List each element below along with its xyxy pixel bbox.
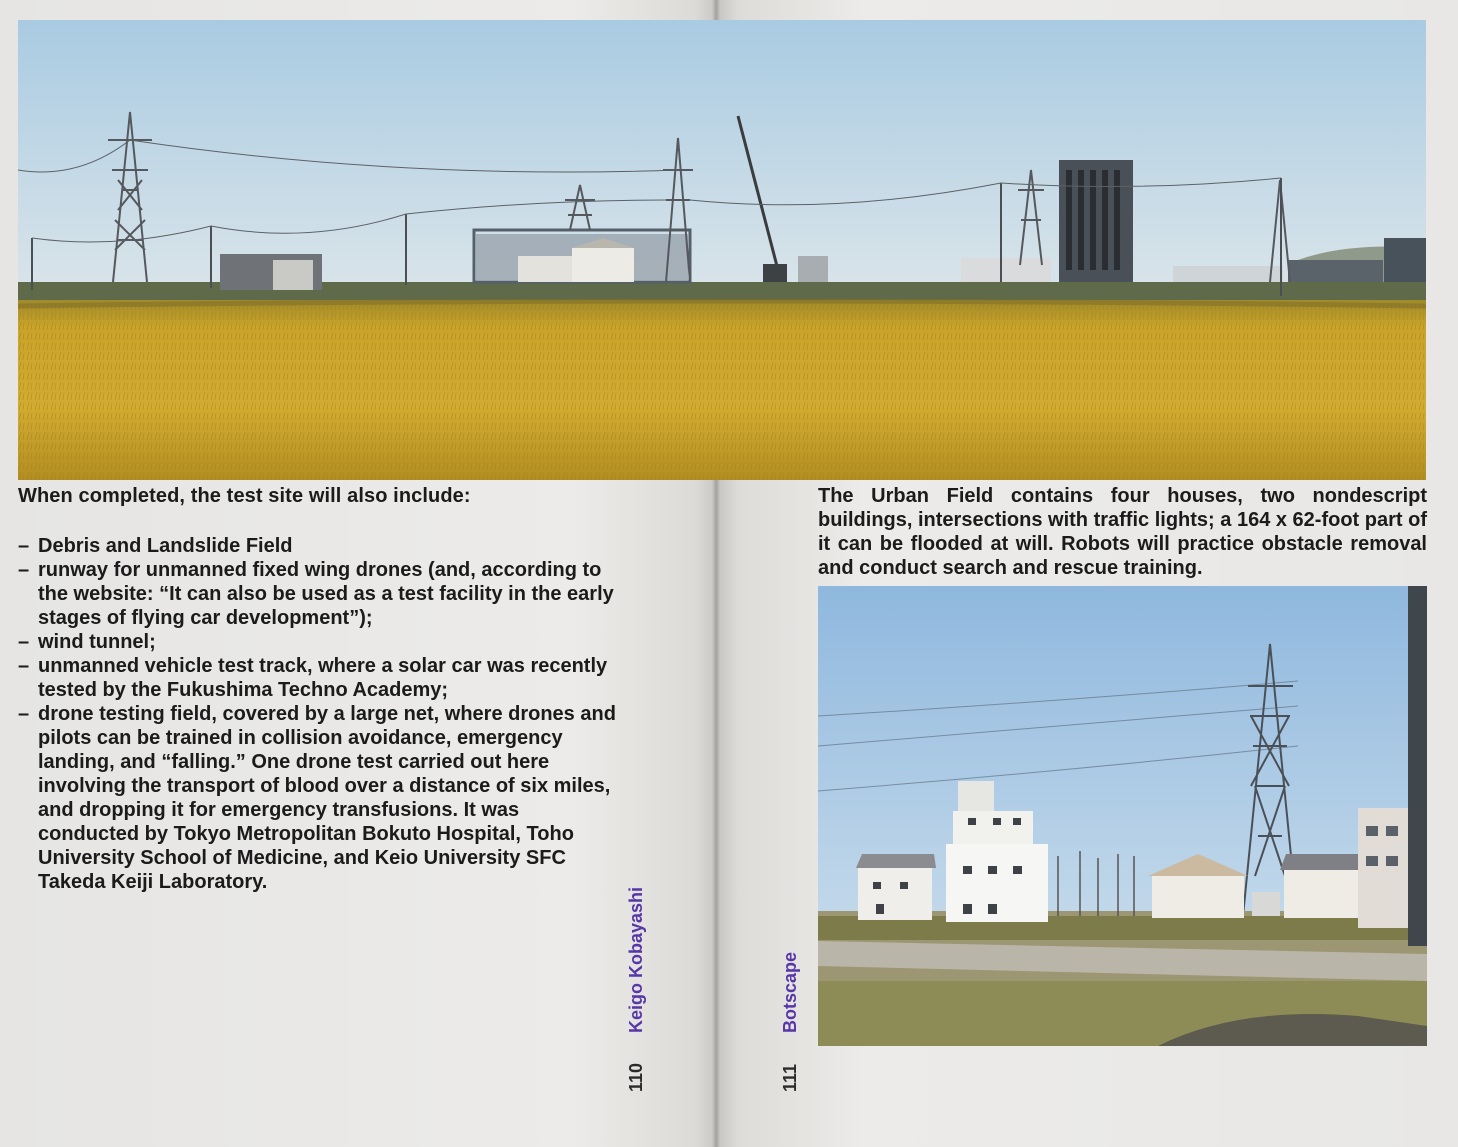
- page-number-right: 111: [780, 1063, 800, 1092]
- facility-list: [18, 534, 618, 894]
- list-item-text: Debris and Landslide Field: [38, 535, 293, 557]
- list-dash: –: [18, 703, 30, 725]
- running-head-author: Keigo Kobayashi: [626, 886, 646, 1033]
- list-item: [18, 558, 618, 630]
- list-item-text: drone testing field, covered by a large net, where drones and pilots can be trained in collision avoidance, emergency landing, and “falling.” One drone test carried out here involving the transport of blood over a distance of six miles, and dropping it for emergency transfusions. It was conducted by Tokyo Metropolitan Bokuto Hospital, Toho University School of Medicine, and Keio University SFC Takeda Keiji Laboratory.: [38, 703, 616, 893]
- intro-sentence: When completed, the test site will also include:: [18, 485, 471, 507]
- page-number-left: 110: [626, 1062, 646, 1092]
- list-item-text: unmanned vehicle test track, where a solar car was recently tested by the Fukushima Techno Academy;: [38, 655, 608, 701]
- list-dash: –: [18, 559, 30, 581]
- urban-field-caption: The Urban Field contains four houses, two nondescript buildings, intersections with traffic lights; a 164 x 62-foot part of it can be flooded at will. Robots will practice obstacle removal and conduct search and rescue training.: [818, 485, 1427, 579]
- spread-photo-rice-field: [18, 20, 1426, 480]
- list-item-text: runway for unmanned fixed wing drones (and, according to the website: “It can also be used as a test facility in the early stages of flying car development”);: [38, 559, 614, 629]
- list-item-text: wind tunnel;: [38, 631, 156, 653]
- list-item: [18, 630, 618, 654]
- urban-field-photo: [818, 586, 1427, 1046]
- running-head-section: Botscape: [780, 951, 800, 1033]
- list-dash: –: [18, 655, 30, 677]
- list-item: [18, 702, 618, 894]
- list-dash: –: [18, 631, 30, 653]
- list-dash: –: [18, 535, 30, 557]
- list-item: [18, 534, 618, 558]
- list-item: [18, 654, 618, 702]
